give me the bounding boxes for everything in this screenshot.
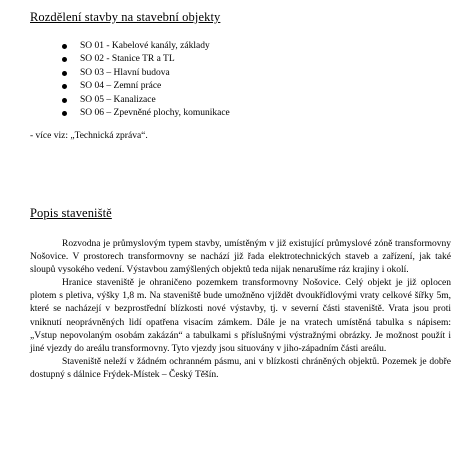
list-item: SO 02 - Stanice TR a TL (50, 53, 230, 66)
list-item: SO 05 – Kanalizace (50, 94, 230, 107)
site-description (30, 238, 451, 382)
list-item: SO 03 – Hlavní budova (50, 67, 230, 80)
paragraph: Staveniště neleží v žádném ochranném pásmu, ani v blízkosti chráněných objektů. Pozemek je dobře dostupný s dálnice Frýdek-Místek – Český Těšín. (30, 356, 451, 380)
list-item: SO 04 – Zemní práce (50, 80, 230, 93)
see-also-note: - více viz: „Technická zpráva“. (30, 131, 148, 141)
list-item: SO 06 – Zpevněné plochy, komunikace (50, 107, 230, 120)
section-heading-objects: Rozdělení stavby na stavební objekty (30, 10, 221, 24)
section-heading-site: Popis staveniště (30, 206, 112, 220)
paragraph: Hranice staveniště je ohraničeno pozemkem transformovny Nošovice. Celý objekt je již oplocen plotem s pletiva, výšky 1,8 m. Na staveniště bude umožněno vjíždět dvoukřídlovými vraty celkové šířky 5m, které se nacházejí v bezprostřední blízkosti nové výstavby, tj. v severní části staveniště. Vrata jsou proti vniknutí neoprávněných lidí opatřena visacím zámkem. Dále je na vratech umístěná tabulka s nápisem: „Vstup nepovolaným osobám zakázán“ a tabulkami s příslušnými výstražnými obrázky. Je možnost použít i jiné vjezdy do areálu transformovny. Tyto vjezdy jsou situovány v jiho-západním části areálu. (30, 278, 451, 354)
building-objects-list (50, 40, 230, 120)
paragraph: Rozvodna je průmyslovým typem stavby, umístěným v již existující průmyslové zóně transformovny Nošovice. V prostorech transformovny se nachází již řada elektrotechnických staveb a zařízení, jak také sloupů vysokého vedení. Výstavbou zamýšlených objektů teda nijak nenarušíme ráz krajiny i okolí. (30, 239, 451, 276)
list-item: SO 01 - Kabelové kanály, základy (50, 40, 230, 53)
